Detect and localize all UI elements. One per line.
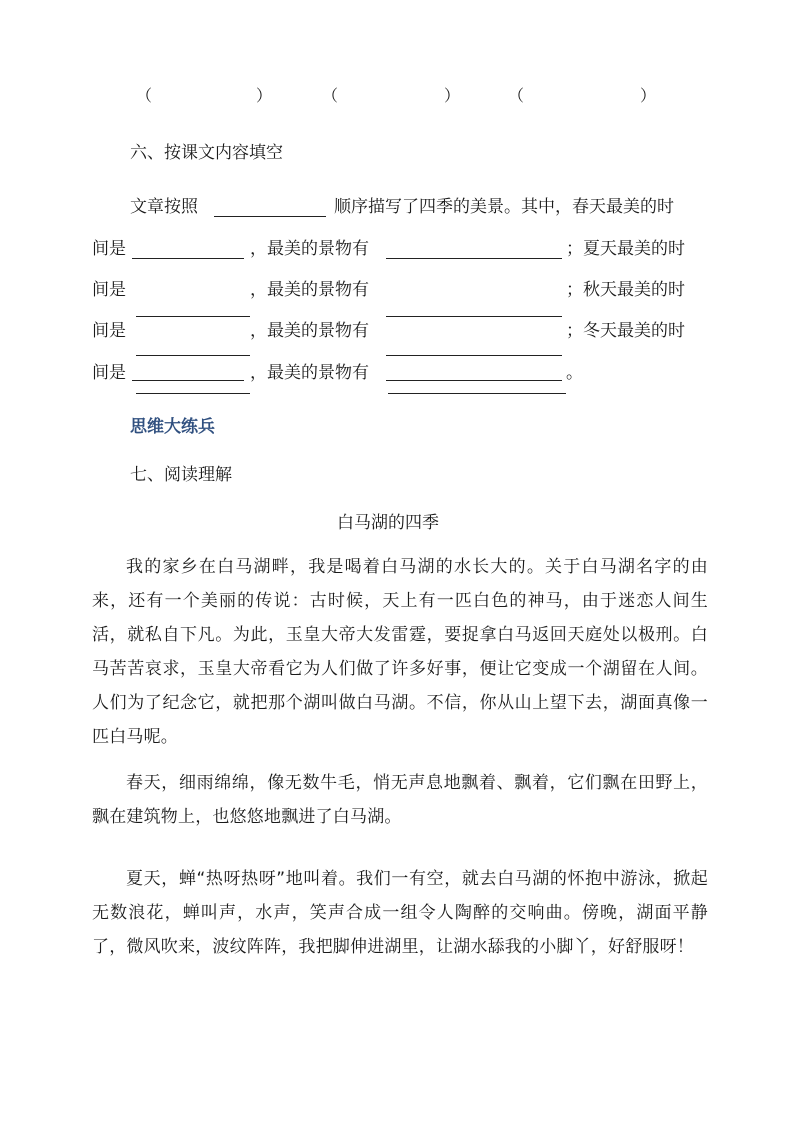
blank-spring-scenery[interactable] (386, 258, 562, 259)
line3-end: ；秋天最美的时 (566, 280, 685, 300)
line5-prefix: 间是 (92, 363, 126, 383)
paren-close-3: ） (640, 86, 657, 105)
article-title: 白马湖的四季 (337, 513, 439, 533)
paragraph-1-text: 我的家乡在白马湖畔，我是喝着白马湖的水长大的。关于白马湖名字的由来，还有一个美丽的传说：古时候，天上有一匹白色的神马，由于迷恋人间生活，就私自下凡。为此，玉皇大帝大发雷霆，要捉拿白马返回天庭处以极刑。白马苦苦哀求，玉皇大帝看它为人们做了许多好事，便让它变成一个湖留在人间。人们为了纪念它，就把那个湖叫做白马湖。不信，你从山上望下去，湖面真像一匹白马呢。 (92, 557, 708, 747)
line4-end: ；冬天最美的时 (566, 321, 685, 341)
section-6-heading: 六、按课文内容填空 (130, 143, 283, 163)
blank-summer-time[interactable] (136, 316, 250, 317)
line1-start: 文章按照 (130, 197, 198, 217)
paragraph-2-text: 春天，细雨绵绵，像无数牛毛，悄无声息地飘着、飘着，它们飘在田野上，飘在建筑物上，也悠悠地飘进了白马湖。 (92, 773, 708, 827)
blank-spring-time[interactable] (132, 258, 244, 259)
blank-autumn-scenery[interactable] (386, 355, 562, 356)
blank-winter-scenery-b[interactable] (388, 393, 566, 394)
blank-winter-time-a[interactable] (132, 380, 244, 381)
paren-open-1: （ (136, 86, 153, 105)
line3-prefix: 间是 (92, 280, 126, 300)
section-label-thinking-practice: 思维大练兵 (130, 417, 215, 437)
blank-winter-time-b[interactable] (136, 393, 250, 394)
paragraph-3-text: 夏天，蝉“热呀热呀”地叫着。我们一有空，就去白马湖的怀抱中游泳，掀起无数浪花，蝉叫声，水声，笑声合成一组令人陶醉的交响曲。傍晚，湖面平静了，微风吹来，波纹阵阵，我把脚伸进湖里，让湖水舔我的小脚丫，好舒服呀！ (92, 869, 708, 957)
line4-prefix: 间是 (92, 321, 126, 341)
paren-open-3: （ (508, 86, 525, 105)
article-paragraph-3 (92, 862, 708, 964)
article-paragraph-1 (92, 550, 708, 754)
blank-autumn-time[interactable] (136, 355, 250, 356)
paren-close-2: ） (444, 86, 461, 105)
paren-open-2: （ (322, 86, 339, 105)
blank-winter-scenery-a[interactable] (386, 380, 562, 381)
blank-order[interactable] (214, 216, 326, 217)
line2-end: ；夏天最美的时 (566, 239, 685, 259)
line5-end: 。 (566, 363, 583, 383)
line4-label: ，最美的景物有 (250, 321, 369, 341)
section-7-heading: 七、阅读理解 (130, 465, 232, 485)
line5-label: ，最美的景物有 (250, 363, 369, 383)
blank-summer-scenery[interactable] (386, 316, 562, 317)
line2-label: ，最美的景物有 (250, 239, 369, 259)
line2-prefix: 间是 (92, 239, 126, 259)
line1-end: 顺序描写了四季的美景。其中，春天最美的时 (334, 197, 674, 217)
line3-label: ，最美的景物有 (250, 280, 369, 300)
paren-close-1: ） (256, 86, 273, 105)
article-paragraph-2 (92, 766, 708, 834)
